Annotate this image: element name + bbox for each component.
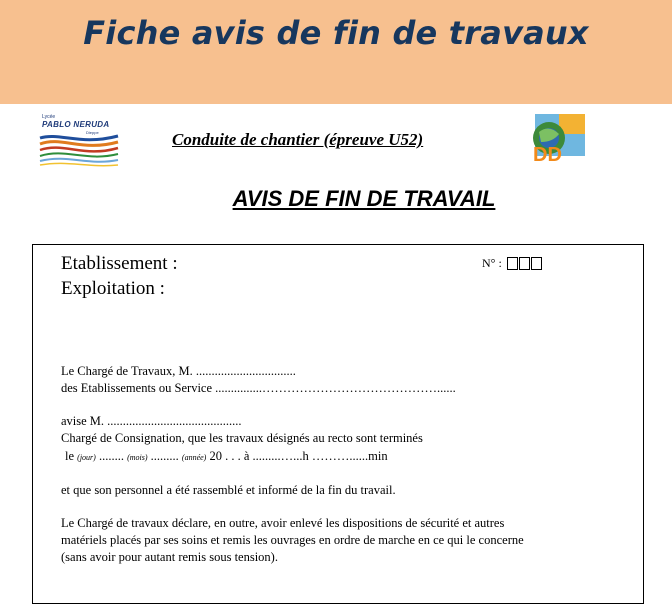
consignation-line: Chargé de Consignation, que les travaux désignés au recto sont terminés bbox=[61, 431, 423, 445]
declaration-line-2: matériels placés par ses soins et remis les ouvrages en ordre de marche en ce qui le concerne bbox=[61, 533, 524, 547]
avise-line: avise M. ........................................... bbox=[61, 414, 242, 428]
personnel-line: et que son personnel a été rassemblé et informé de la fin du travail. bbox=[61, 483, 396, 497]
form-title: AVIS DE FIN DE TRAVAIL bbox=[232, 186, 496, 211]
etablissements-line: des Etablissements ou Service ...............……………………………………...... bbox=[61, 381, 456, 395]
numero-field bbox=[482, 256, 542, 271]
declaration-line-3: (sans avoir pour autant remis sous tension). bbox=[61, 550, 278, 564]
school-logo-prefix: Lycée bbox=[42, 114, 56, 120]
numero-label: N° : bbox=[482, 256, 502, 270]
course-subtitle: Conduite de chantier (épreuve U52) bbox=[172, 130, 424, 149]
numero-boxes[interactable] bbox=[507, 257, 542, 270]
header-banner bbox=[0, 0, 672, 104]
date-line: le (jour) ........ (mois) ......... (année) 20 . . . à .........…...h ………......min bbox=[65, 449, 388, 463]
declaration-line-1: Le Chargé de travaux déclare, en outre, avoir enlevé les dispositions de sécurité et autres bbox=[61, 516, 505, 530]
school-logo-waves bbox=[38, 132, 120, 168]
exploitation-label: Exploitation : bbox=[61, 278, 165, 299]
school-logo-city: Dieppe bbox=[86, 130, 99, 135]
charge-travaux-line: Le Chargé de Travaux, M. ................................ bbox=[61, 364, 296, 378]
dd-logo-text: DD bbox=[533, 144, 562, 166]
document-title: Fiche avis de fin de travaux bbox=[83, 14, 589, 52]
school-logo-name: PABLO NERUDA bbox=[42, 120, 110, 129]
dd-logo bbox=[527, 112, 589, 168]
school-logo bbox=[38, 112, 122, 170]
etablissement-label: Etablissement : bbox=[61, 253, 178, 274]
